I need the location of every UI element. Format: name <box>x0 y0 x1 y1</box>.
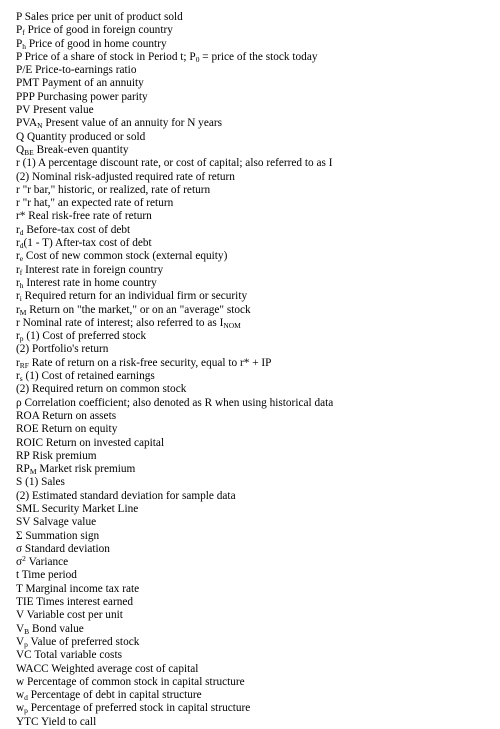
glossary-entry <box>16 663 486 676</box>
entry-text: σ Standard deviation <box>16 542 110 555</box>
subscript-text: RF <box>19 360 29 370</box>
glossary-entry <box>16 210 486 223</box>
entry-text: Bond value <box>29 622 84 635</box>
glossary-entry <box>16 38 486 51</box>
entry-text: r <box>16 263 20 276</box>
glossary-entry <box>16 250 486 263</box>
subscript-text: h <box>19 280 24 290</box>
glossary-entry <box>16 503 486 516</box>
glossary-entry <box>16 702 486 715</box>
glossary-entry <box>16 516 486 529</box>
glossary-entry <box>16 383 486 396</box>
subscript-text: M <box>19 307 27 317</box>
subscript-text: BE <box>24 147 34 157</box>
subscript-text: M <box>29 467 37 477</box>
entry-text: Percentage of debt in capital structure <box>27 689 202 702</box>
glossary-entry <box>16 609 486 622</box>
entry-text: PV Present value <box>16 104 94 117</box>
entry-text: T Marginal income tax rate <box>16 582 140 595</box>
entry-text: ROIC Return on invested capital <box>16 436 165 449</box>
entry-text: V <box>16 635 25 648</box>
entry-text: Before-tax cost of debt <box>23 223 131 236</box>
glossary-entry <box>16 197 486 210</box>
subscript-text: h <box>22 41 27 51</box>
entry-text: (1) Cost of retained earnings <box>22 370 155 383</box>
glossary-entry <box>16 330 486 343</box>
glossary-list <box>16 11 486 729</box>
glossary-entry <box>16 11 486 24</box>
entry-text: Break-even quantity <box>33 143 129 156</box>
glossary-entry <box>16 51 486 64</box>
glossary-entry <box>16 157 486 170</box>
entry-text: (2) Nominal risk-adjusted required rate of return <box>16 170 235 183</box>
glossary-entry <box>16 357 486 370</box>
entry-text: = price of the stock today <box>199 50 318 63</box>
entry-text: r <box>16 276 20 289</box>
glossary-entry <box>16 397 486 410</box>
subscript-text: s <box>19 374 23 384</box>
glossary-entry <box>16 423 486 436</box>
entry-text: Cost of new common stock (external equity) <box>23 250 228 263</box>
glossary-entry <box>16 410 486 423</box>
glossary-entry <box>16 171 486 184</box>
entry-text: P Price of a share of stock in Period t; P <box>16 50 196 63</box>
entry-text: PPP Purchasing power parity <box>16 90 148 103</box>
entry-text: ROE Return on equity <box>16 423 118 436</box>
entry-text: r* Real risk-free rate of return <box>16 210 152 223</box>
glossary-entry <box>16 530 486 543</box>
entry-text: (2) Portfolio's return <box>16 343 109 356</box>
entry-text: PMT Payment of an annuity <box>16 77 144 90</box>
subscript-text: NOM <box>223 320 241 330</box>
entry-text: P <box>16 37 23 50</box>
entry-text: r <box>16 237 20 250</box>
entry-text: Interest rate in foreign country <box>22 263 164 276</box>
subscript-text: d <box>24 693 28 703</box>
glossary-entry <box>16 583 486 596</box>
glossary-entry <box>16 596 486 609</box>
entry-text: Required return for an individual firm or security <box>21 290 248 303</box>
glossary-entry <box>16 343 486 356</box>
entry-text: Price of good in home country <box>26 37 167 50</box>
entry-text: P/E Price-to-earnings ratio <box>16 64 137 77</box>
glossary-entry <box>16 131 486 144</box>
entry-text: Value of preferred stock <box>27 635 140 648</box>
glossary-entry <box>16 224 486 237</box>
subscript-text: p <box>19 334 24 344</box>
entry-text: Rate of return on a risk-free security, equal to r* + IP <box>28 356 272 369</box>
glossary-entry <box>16 64 486 77</box>
glossary-entry <box>16 104 486 117</box>
glossary-entry <box>16 716 486 729</box>
subscript-text: 0 <box>195 54 200 64</box>
entry-text: r <box>16 223 20 236</box>
subscript-text: p <box>24 706 28 716</box>
entry-text: ROA Return on assets <box>16 409 117 422</box>
entry-text: Price of good in foreign country <box>24 24 173 37</box>
glossary-entry <box>16 476 486 489</box>
entry-text: SML Security Market Line <box>16 502 139 515</box>
subscript-text: f <box>19 267 23 277</box>
entry-text: w Percentage of common stock in capital structure <box>16 675 245 688</box>
entry-text: Q Quantity produced or sold <box>16 130 146 143</box>
entry-text: RP Risk premium <box>16 449 97 462</box>
entry-text: Q <box>16 143 25 156</box>
entry-text: Return on "the market," or on an "average" stock <box>26 303 251 316</box>
glossary-entry <box>16 623 486 636</box>
entry-text: r "r hat," an expected rate of return <box>16 197 174 210</box>
entry-text: P <box>16 24 23 37</box>
glossary-entry <box>16 117 486 130</box>
entry-text: r Nominal rate of interest; also referred to as I <box>16 316 224 329</box>
glossary-entry <box>16 24 486 37</box>
entry-text: WACC Weighted average cost of capital <box>16 662 199 675</box>
entry-text: (1) Cost of preferred stock <box>23 330 147 343</box>
subscript-text: p <box>24 639 28 649</box>
entry-text: t Time period <box>16 569 77 582</box>
subscript-text: f <box>22 28 25 38</box>
entry-text: r <box>16 250 20 263</box>
glossary-entry <box>16 77 486 90</box>
entry-text: r <box>16 356 20 369</box>
glossary-entry <box>16 304 486 317</box>
glossary-entry <box>16 689 486 702</box>
entry-text: r <box>16 290 20 303</box>
glossary-entry <box>16 317 486 330</box>
entry-text: Present value of an annuity for N years <box>42 117 223 130</box>
glossary-entry <box>16 556 486 569</box>
glossary-entry <box>16 450 486 463</box>
glossary-entry <box>16 437 486 450</box>
entry-text: P Sales price per unit of product sold <box>16 11 183 23</box>
subscript-text: e <box>19 254 24 264</box>
glossary-page <box>16 11 486 729</box>
glossary-entry <box>16 144 486 157</box>
entry-text: TIE Times interest earned <box>16 596 134 609</box>
glossary-entry <box>16 237 486 250</box>
subscript-text: N <box>37 121 43 131</box>
glossary-entry <box>16 569 486 582</box>
glossary-entry <box>16 543 486 556</box>
glossary-entry <box>16 490 486 503</box>
glossary-entry <box>16 91 486 104</box>
entry-text: r <box>16 303 20 316</box>
entry-text: (1 - T) After-tax cost of debt <box>23 237 152 250</box>
glossary-entry <box>16 676 486 689</box>
subscript-text: i <box>19 294 22 304</box>
entry-text: V <box>16 622 25 635</box>
subscript-text: B <box>24 626 30 636</box>
entry-text: ρ Correlation coefficient; also denoted as R when using historical data <box>16 396 334 409</box>
glossary-entry <box>16 184 486 197</box>
entry-text: r <box>16 330 20 343</box>
entry-text: S (1) Sales <box>16 476 65 489</box>
entry-text: w <box>16 702 25 715</box>
entry-text: Σ Summation sign <box>16 529 100 542</box>
entry-text: r (1) A percentage discount rate, or cost of capital; also referred to as I <box>16 157 333 170</box>
entry-text: σ <box>16 556 23 569</box>
superscript-text: 2 <box>22 554 26 564</box>
entry-text: SV Salvage value <box>16 516 97 529</box>
entry-text: Market risk premium <box>36 463 136 476</box>
entry-text: w <box>16 689 25 702</box>
glossary-entry <box>16 636 486 649</box>
glossary-entry <box>16 649 486 662</box>
entry-text: PVA <box>16 117 38 130</box>
glossary-entry <box>16 264 486 277</box>
glossary-entry <box>16 370 486 383</box>
entry-text: (2) Estimated standard deviation for sample data <box>16 489 236 502</box>
glossary-entry <box>16 277 486 290</box>
entry-text: VC Total variable costs <box>16 649 122 662</box>
entry-text: Interest rate in home country <box>23 276 157 289</box>
entry-text: V Variable cost per unit <box>16 609 123 622</box>
glossary-entry <box>16 290 486 303</box>
glossary-entry <box>16 463 486 476</box>
entry-text: RP <box>16 463 30 476</box>
entry-text: r "r bar," historic, or realized, rate of return <box>16 183 211 196</box>
entry-text: Variance <box>25 556 69 569</box>
subscript-text: d <box>19 227 24 237</box>
entry-text: YTC Yield to call <box>16 715 97 728</box>
entry-text: Percentage of preferred stock in capital structure <box>27 702 251 715</box>
subscript-text: d <box>19 241 24 251</box>
entry-text: (2) Required return on common stock <box>16 383 187 396</box>
entry-text: r <box>16 370 20 383</box>
